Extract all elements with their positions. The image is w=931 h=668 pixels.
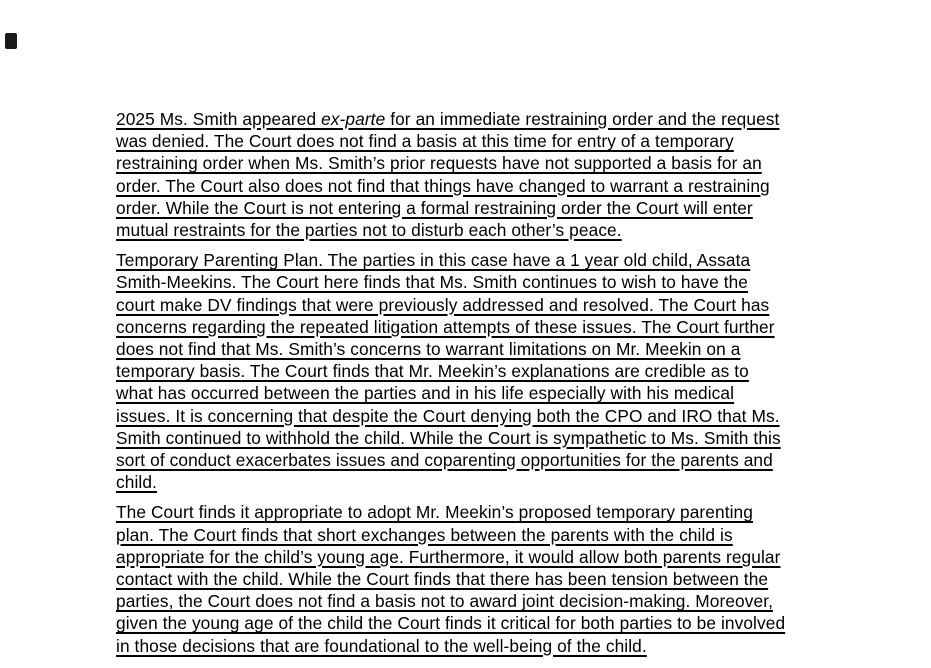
text-segment: what has occurred between the parties and in his life especially with his medical [116, 383, 735, 404]
text-line [116, 612, 896, 634]
paragraph-restraining-order-ruling [116, 108, 896, 241]
text-segment: mutual restraints for the parties not to disturb each other’s peace. [116, 220, 622, 241]
document-text [116, 108, 896, 665]
text-segment: 2025 Ms. Smith appeared [116, 109, 322, 129]
text-segment: for an immediate restraining order and the request [385, 109, 780, 129]
text-segment: given the young age of the child the Court finds it critical for both parties to be involved [116, 613, 786, 634]
text-line [116, 427, 896, 449]
text-line [116, 219, 896, 241]
text-line [116, 152, 896, 174]
corner-mark [5, 33, 17, 49]
text-line [116, 175, 896, 197]
text-line [116, 635, 896, 657]
italic-text: ex-parte [321, 109, 386, 129]
text-line [116, 546, 896, 568]
text-segment: parties, the Court does not find a basis not to award joint decision-making. Moreover, [116, 591, 773, 612]
text-segment: The Court finds it appropriate to adopt Mr. Meekin’s proposed temporary parenting [116, 502, 753, 523]
text-segment: order. The Court also does not find that things have changed to warrant a restraining [116, 175, 770, 196]
text-segment: was denied. The Court does not find a basis at this time for entry of a temporary [116, 131, 734, 152]
text-segment: Temporary Parenting Plan. The parties in this case have a 1 year old child, Assata [116, 250, 751, 271]
text-segment: Smith continued to withhold the child. While the Court is sympathetic to Ms. Smith this [116, 427, 781, 448]
paragraph-temporary-parenting-plan [116, 249, 896, 493]
text-line [116, 568, 896, 590]
text-line [116, 360, 896, 382]
text-line [116, 501, 896, 523]
text-segment: does not find that Ms. Smith’s concerns to warrant limitations on Mr. Meekin on a [116, 339, 741, 360]
text-line [116, 382, 896, 404]
text-line [116, 338, 896, 360]
text-line [116, 108, 896, 130]
text-segment: order. While the Court is not entering a formal restraining order the Court will enter [116, 197, 753, 218]
text-line [116, 294, 896, 316]
text-line [116, 590, 896, 612]
text-segment: temporary basis. The Court finds that Mr. Meekin’s explanations are credible as to [116, 361, 749, 382]
text-segment: child. [116, 472, 157, 493]
text-line [116, 524, 896, 546]
text-segment: sort of conduct exacerbates issues and coparenting opportunities for the parents and [116, 450, 773, 471]
text-line [116, 249, 896, 271]
text-segment: restraining order when Ms. Smith’s prior requests have not supported a basis for an [116, 153, 762, 174]
paragraph-adopted-parenting-plan [116, 501, 896, 656]
text-segment: issues. It is concerning that despite the Court denying both the CPO and IRO that Ms. [116, 405, 780, 426]
text-segment: Smith-Meekins. The Court here finds that Ms. Smith continues to wish to have the [116, 272, 749, 293]
text-line [116, 405, 896, 427]
text-segment: in those decisions that are foundational to the well-being of the child. [116, 635, 647, 656]
text-segment: contact with the child. While the Court finds that there has been tension between the [116, 569, 769, 590]
text-segment: plan. The Court finds that short exchanges between the parents with the child is [116, 524, 733, 545]
text-line [116, 197, 896, 219]
text-line [116, 130, 896, 152]
text-segment: appropriate for the child’s young age. Furthermore, it would allow both parents regular [116, 546, 781, 567]
text-line [116, 471, 896, 493]
text-line [116, 316, 896, 338]
text-line [116, 271, 896, 293]
text-segment: concerns regarding the repeated litigation attempts of these issues. The Court further [116, 316, 775, 337]
text-line [116, 449, 896, 471]
text-segment: court make DV findings that were previously addressed and resolved. The Court has [116, 294, 770, 315]
